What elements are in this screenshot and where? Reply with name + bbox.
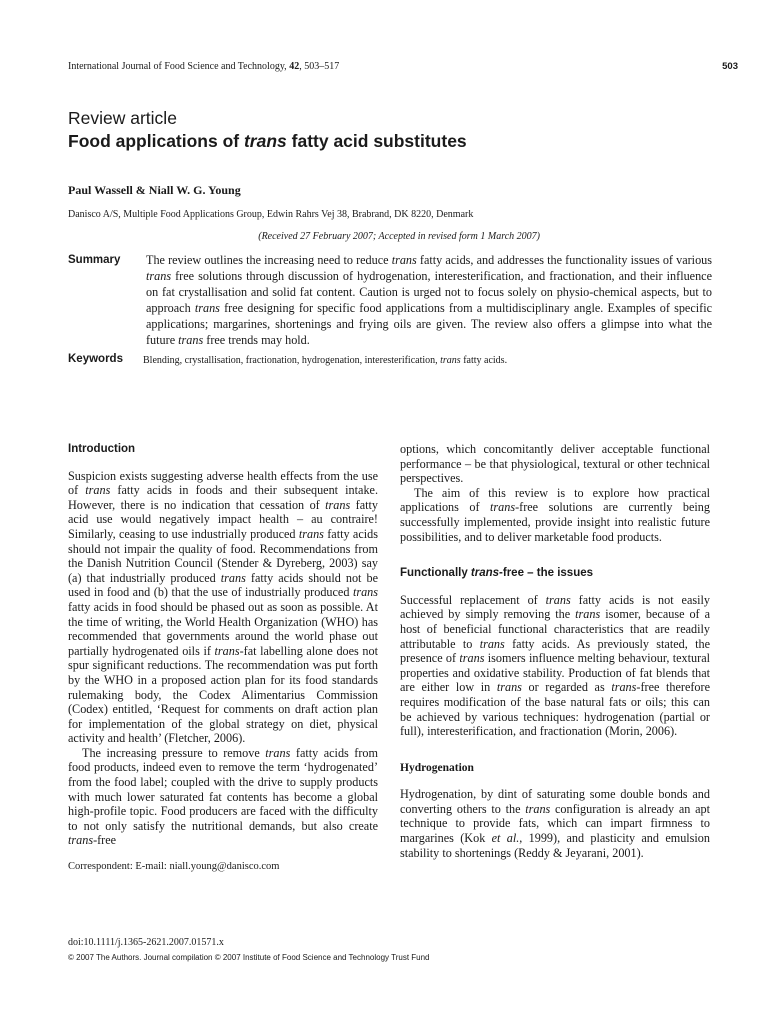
page-number: 503 — [722, 61, 738, 72]
article-type: Review article — [68, 108, 177, 128]
journal-pages: , 503–517 — [299, 61, 340, 72]
keywords-label: Keywords — [68, 353, 123, 365]
functionally-trans-free-heading: Functionally trans-free – the issues — [400, 567, 594, 580]
introduction-continuation: options, which concomitantly deliver acceptable functional performance – be that physiological, textural or other technical perspectives. — [400, 442, 710, 486]
left-column — [68, 442, 378, 848]
article-title: Food applications of trans fatty acid substitutes — [68, 131, 467, 151]
summary-text: The review outlines the increasing need to reduce trans fatty acids, and addresses the functionality issues of various trans free solutions through discussion of hydrogenation, interesterification, and fractionation, and their influence on fat crystallisation and solid fat content. Caution is urged not to focus solely on physio-chemical aspects, but to approach trans free designing for specific food applications from a multidisciplinary angle. Examples of specific applications; margarines, shortenings and frying oils are given. The review also offers a glimpse into what the future trans free trends may hold. — [146, 253, 712, 347]
functionally-trans-free-paragraph: Successful replacement of trans fatty acids is not easily achieved by simply removing the trans isomer, because of a host of beneficial functional characteristics that are readily attributable to trans fatty acids. As previously stated, the presence of trans isomers influence melting behaviour, textural properties and oxidative stability. Production of fat blends that are either low in trans or regarded as trans-free therefore requires modification of the base natural fats or oils; this can be achieved by various techniques: hydrogenation (partial or full), interesterification, and fractionation (Morin, 2006). — [400, 592, 711, 739]
affiliation: Danisco A/S, Multiple Food Applications Group, Edwin Rahrs Vej 38, Brabrand, DK 8220, Denmark — [68, 209, 474, 220]
correspondent-email: Correspondent: E-mail: niall.young@danisco.com — [68, 861, 280, 872]
introduction-heading: Introduction — [68, 443, 136, 455]
journal-name: International Journal of Food Science and Technology, — [68, 61, 290, 72]
journal-volume: 42 — [289, 61, 300, 72]
doi: doi:10.1111/j.1365-2621.2007.01571.x — [68, 937, 224, 948]
authors: Paul Wassell & Niall W. G. Young — [68, 183, 241, 197]
introduction-paragraph-1: Suspicion exists suggesting adverse health effects from the use of trans fatty acids in foods and their subsequent intake. However, there is no indication that cessation of trans fatty acid use would negatively impact health – au contraire! Similarly, ceasing to use industrially produced trans fatty acids should not impair the quality of food. Recommendations from the Danish Nutrition Council (Stender & Dyreberg, 2003) say (a) that industrially produced trans fatty acids should not be used in food and (b) that the use of industrially produced trans fatty acids in food should be phased out as soon as possible. At the time of writing, the World Health Organization (WHO) has recommended that governments around the world phase out partially hydrogenated oils if trans-fat labelling alone does not spur significant reductions. The recommendation was put forth by the WHO in a proposed action plan for its food standards rulemaking body, the Codex Alimentarius Commission (Codex) entitled, ‘Request for comments on draft action plan for implementation of the global strategy on diet, physical activity and health’ (Fletcher, 2006). — [68, 468, 379, 746]
aim-paragraph: The aim of this review is to explore how practical applications of trans-free solutions are currently being successfully implemented, provide insight into realistic future possibilities, and to deliver marketable food products. — [400, 485, 710, 544]
right-column — [400, 442, 710, 860]
running-head — [68, 61, 339, 72]
keywords-text: Blending, crystallisation, fractionation, hydrogenation, interesterification, trans fatty acids. — [143, 355, 508, 366]
hydrogenation-paragraph: Hydrogenation, by dint of saturating some double bonds and converting others to the trans configuration is already an apt technique to provide fats, which can impart firmness to margarines (Kok et al., 1999), and plasticity and emulsion stability to shortenings (Reddy & Jeyarani, 2001). — [400, 787, 710, 860]
received-dates: (Received 27 February 2007; Accepted in revised form 1 March 2007) — [258, 231, 540, 242]
introduction-paragraph-2: The increasing pressure to remove trans fatty acids from food products, indeed even to remove the term ‘hydrogenated’ from the food label; coupled with the drive to supply products with much lower saturated fat contents has become a global high-profile topic. Food producers are faced with the difficulty to not only satisfy the nutritional demands, but also create trans-free — [68, 745, 378, 848]
hydrogenation-heading: Hydrogenation — [400, 761, 474, 774]
summary-label: Summary — [68, 254, 121, 266]
copyright: © 2007 The Authors. Journal compilation © 2007 Institute of Food Science and Technology Trust Fund — [68, 953, 430, 962]
